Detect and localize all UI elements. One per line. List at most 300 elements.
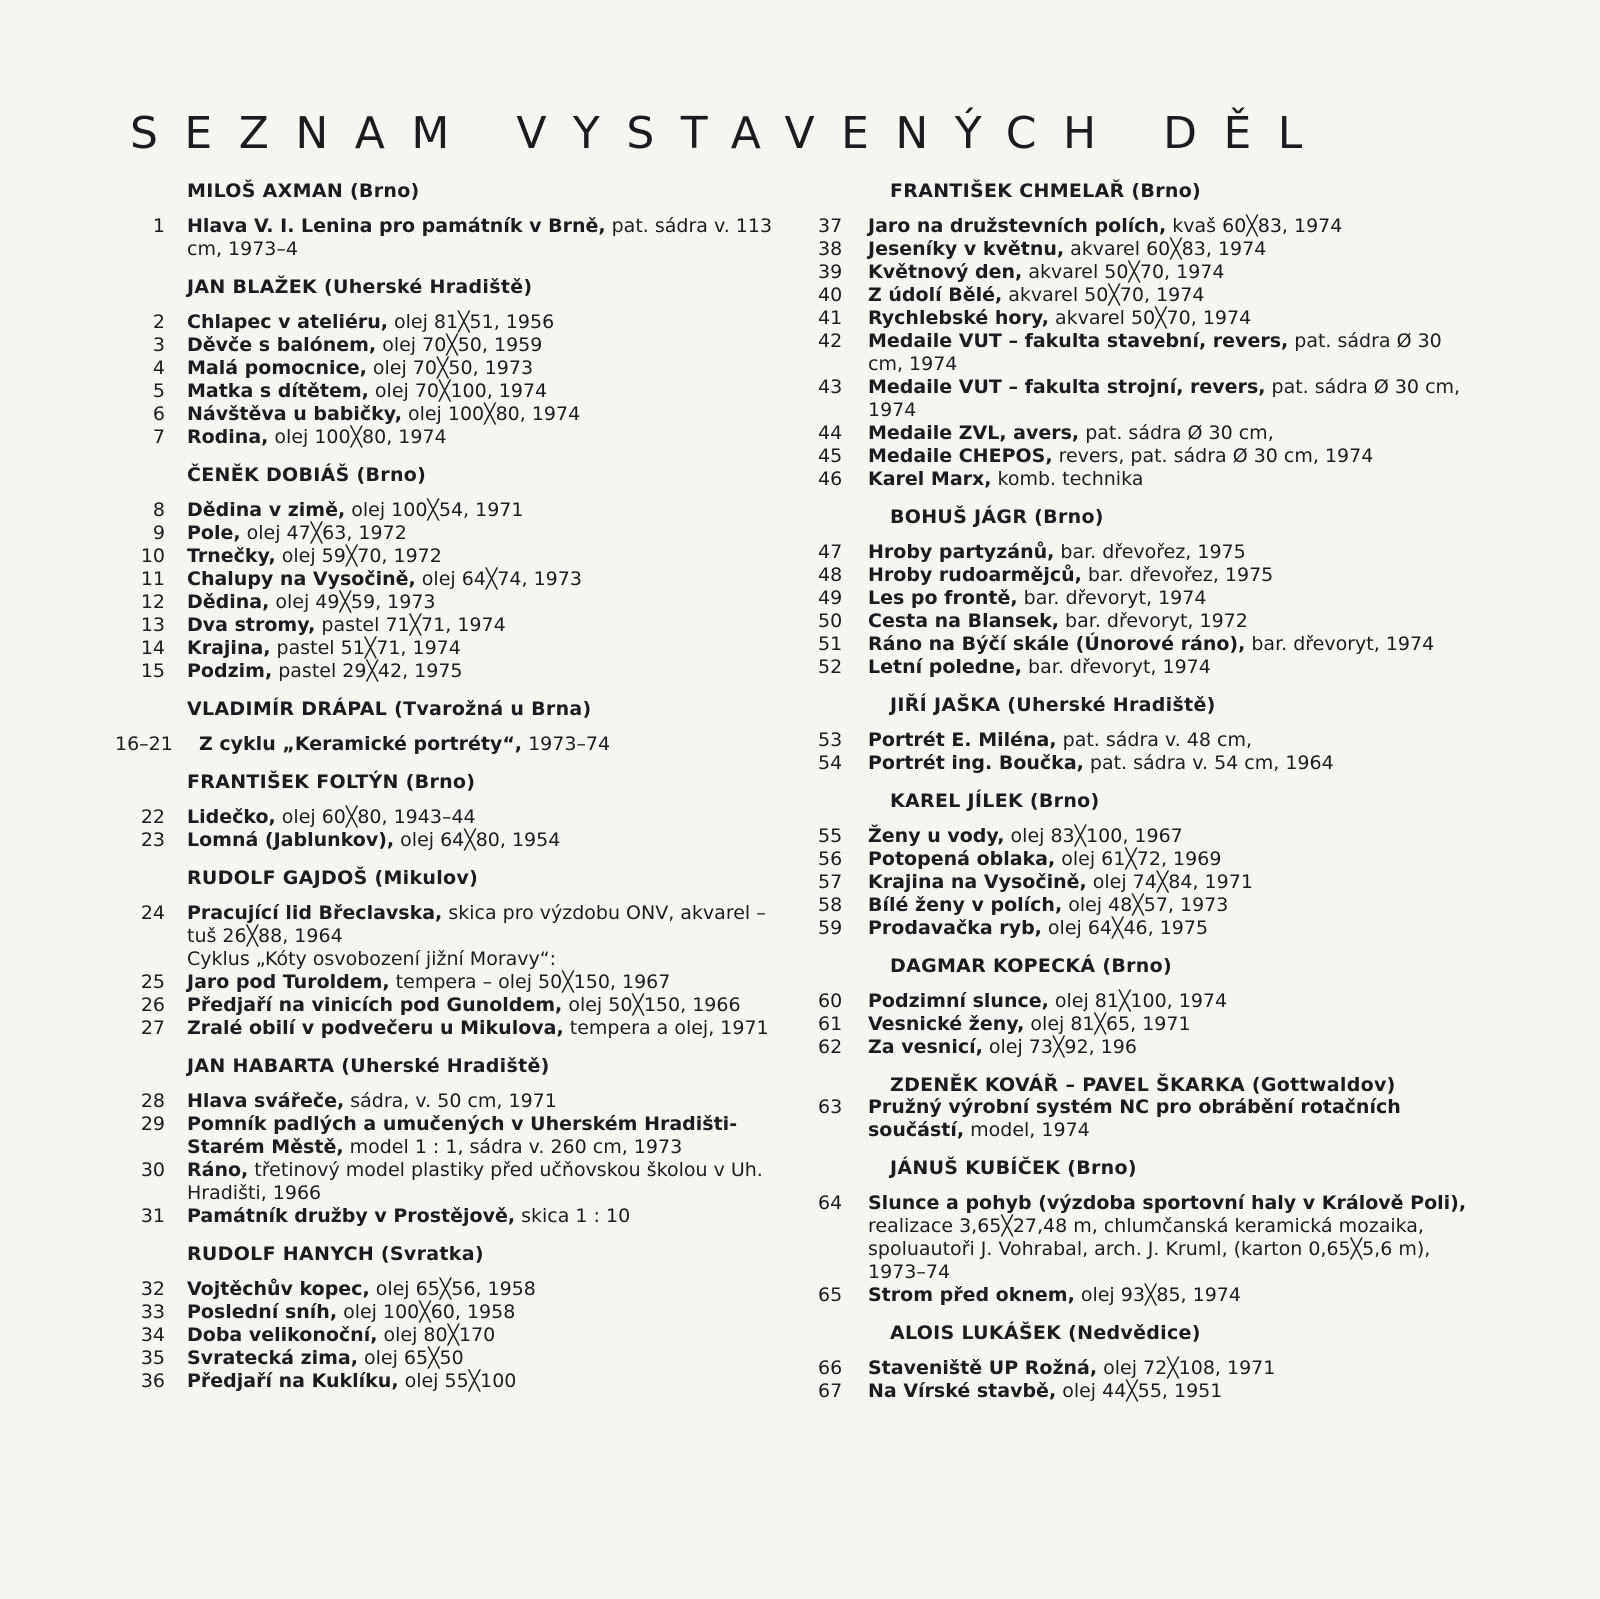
entry-number: 64: [818, 1192, 843, 1214]
work-title: Vojtěchův kopec,: [187, 1278, 370, 1300]
entry-text: [868, 1380, 1470, 1403]
artist-heading: JAN HABARTA (Uherské Hradiště): [187, 1055, 550, 1077]
catalog-entry: [137, 1370, 777, 1393]
catalog-entry: [137, 380, 777, 403]
entry-text: [868, 422, 1470, 445]
catalog-entry: [818, 1036, 1470, 1059]
work-details: olej 74╳84, 1971: [1086, 871, 1253, 893]
work-title: Medaile CHEPOS,: [868, 445, 1053, 467]
entry-text: [868, 1036, 1470, 1059]
catalog-entry: [137, 1090, 777, 1113]
work-title: Rodina,: [187, 426, 269, 448]
work-details: skica 1 : 10: [515, 1205, 631, 1227]
work-details: olej 81╳65, 1971: [1024, 1013, 1191, 1035]
work-title: Portrét ing. Boučka,: [868, 752, 1084, 774]
work-title: Krajina na Vysočině,: [868, 871, 1087, 893]
entry-text: [187, 311, 777, 334]
artist-section: [137, 1055, 777, 1228]
entry-number: 54: [818, 752, 843, 774]
entry-text: [868, 1096, 1470, 1142]
work-details: olej 70╳50, 1959: [376, 334, 543, 356]
entry-text: [868, 610, 1470, 633]
work-title: Děvče s balónem,: [187, 334, 377, 356]
work-details: bar. dřevoryt, 1972: [1059, 610, 1248, 632]
work-details: sádra, v. 50 cm, 1971: [344, 1090, 557, 1112]
entry-text: [868, 1284, 1470, 1307]
work-details: akvarel 50╳70, 1974: [1002, 284, 1205, 306]
entry-number: 51: [818, 633, 843, 655]
entry-number: 3: [152, 334, 165, 356]
catalog-entry: [818, 1284, 1470, 1307]
entry-number: 35: [140, 1347, 165, 1369]
work-title: Medaile ZVL, avers,: [868, 422, 1080, 444]
entry-number: 15: [140, 660, 165, 682]
artist-heading: BOHUŠ JÁGR (Brno): [890, 506, 1104, 528]
entry-number: 40: [818, 284, 843, 306]
work-title: Jeseníky v květnu,: [868, 238, 1065, 260]
entry-number: 47: [818, 541, 843, 563]
work-details: bar. dřevořez, 1975: [1054, 541, 1246, 563]
catalog-entry: [818, 990, 1470, 1013]
catalog-entry: [137, 637, 777, 660]
entry-number: 8: [152, 499, 165, 521]
artist-section: [137, 180, 777, 261]
artist-section: [818, 1157, 1470, 1307]
catalog-entry: [137, 971, 777, 994]
catalog-entry: [137, 311, 777, 334]
entry-number: 62: [818, 1036, 843, 1058]
entry-number: 43: [818, 376, 843, 398]
entry-text: [868, 445, 1470, 468]
work-title: Z údolí Bělé,: [868, 284, 1003, 306]
entry-text: [868, 729, 1470, 752]
entry-text: [187, 591, 777, 614]
work-details: olej 80╳170: [377, 1324, 496, 1346]
entry-number: 60: [818, 990, 843, 1012]
work-title: Podzim,: [187, 660, 273, 682]
entry-text: [868, 587, 1470, 610]
work-details: olej 81╳100, 1974: [1048, 990, 1228, 1012]
entry-number: 52: [818, 656, 843, 678]
entry-number: 49: [818, 587, 843, 609]
catalog-entry: [137, 334, 777, 357]
work-title: Lomná (Jablunkov),: [187, 829, 395, 851]
entry-number: 57: [818, 871, 843, 893]
artist-section: [818, 506, 1470, 679]
work-title: Dědina,: [187, 591, 270, 613]
right-column: [818, 180, 1470, 1418]
artist-heading: ZDENĚK KOVÁŘ – PAVEL ŠKARKA (Gottwaldov): [890, 1074, 1396, 1096]
entry-text: [868, 871, 1470, 894]
work-details: pastel 29╳42, 1975: [272, 660, 463, 682]
catalog-entry: [818, 422, 1470, 445]
work-title: Vesnické ženy,: [868, 1013, 1025, 1035]
artist-section: [818, 955, 1470, 1059]
catalog-entry: [137, 357, 777, 380]
artist-section: [137, 1243, 777, 1393]
entry-text: [868, 330, 1470, 376]
work-title: Předjaří na Kuklíku,: [187, 1370, 399, 1392]
work-details: tempera – olej 50╳150, 1967: [389, 971, 671, 993]
entry-number: 23: [140, 829, 165, 851]
work-details: olej 65╳50: [357, 1347, 464, 1369]
work-details: olej 60╳80, 1943–44: [275, 806, 476, 828]
artist-section: [115, 698, 777, 756]
entry-number: 42: [818, 330, 843, 352]
entry-text: [868, 468, 1470, 491]
entry-text: [187, 568, 777, 591]
entry-text: [187, 829, 777, 852]
entry-text: [187, 334, 777, 357]
work-title: Svratecká zima,: [187, 1347, 358, 1369]
work-title: Jaro na družstevních polích,: [868, 215, 1167, 237]
work-details: bar. dřevoryt, 1974: [1022, 656, 1211, 678]
work-title: Ráno,: [187, 1159, 249, 1181]
entry-number: 11: [140, 568, 165, 590]
entry-number: 46: [818, 468, 843, 490]
entry-text: [187, 1324, 777, 1347]
work-title: Les po frontě,: [868, 587, 1018, 609]
entry-number: 38: [818, 238, 843, 260]
artist-section: [137, 771, 777, 852]
entry-text: [187, 545, 777, 568]
work-details: pat. sádra Ø 30 cm, 1974: [868, 330, 1442, 375]
catalog-entry: [137, 426, 777, 449]
catalog-entry: [137, 1278, 777, 1301]
catalog-entry: [137, 1205, 777, 1228]
work-title: Bílé ženy v polích,: [868, 894, 1063, 916]
entry-text: [187, 403, 777, 426]
work-title: Matka s dítětem,: [187, 380, 369, 402]
work-details: olej 50╳150, 1966: [562, 994, 741, 1016]
work-details: pat. sádra Ø 30 cm, 1974: [868, 376, 1461, 421]
work-details: bar. dřevoryt, 1974: [1017, 587, 1207, 609]
catalog-entry: [137, 829, 777, 852]
work-title: Za vesnicí,: [868, 1036, 983, 1058]
entry-text: [187, 1301, 777, 1324]
work-details: Cyklus „Kóty osvobození jižní Moravy“:: [187, 948, 557, 970]
entry-text: [868, 1357, 1470, 1380]
work-title: Návštěva u babičky,: [187, 403, 402, 425]
catalog-entry: [818, 1096, 1470, 1142]
work-details: třetinový model plastiky před učňovskou školou v Uh. Hradišti, 1966: [187, 1159, 763, 1204]
work-details: pat. sádra Ø 30 cm,: [1079, 422, 1274, 444]
catalog-entry: [818, 825, 1470, 848]
entry-text: [187, 660, 777, 683]
entry-number: 27: [140, 1017, 165, 1039]
catalog-entry: [818, 917, 1470, 940]
work-title: Malá pomocnice,: [187, 357, 367, 379]
work-details: olej 44╳55, 1951: [1056, 1380, 1223, 1402]
catalog-entry: [137, 994, 777, 1017]
entry-text: [187, 426, 777, 449]
artist-heading: DAGMAR KOPECKÁ (Brno): [890, 955, 1172, 977]
work-details: akvarel 50╳70, 1974: [1048, 307, 1252, 329]
work-title: Zralé obilí v podvečeru u Mikulova,: [187, 1017, 564, 1039]
work-title: Poslední sníh,: [187, 1301, 338, 1323]
work-details: olej 64╳74, 1973: [415, 568, 582, 590]
work-title: Lidečko,: [187, 806, 276, 828]
work-title: Pomník padlých a umučených v Uherském Hradišti-Starém Městě,: [187, 1113, 738, 1158]
entry-text: [868, 1192, 1470, 1284]
work-title: Trnečky,: [187, 545, 276, 567]
entry-text: [187, 522, 777, 545]
work-details: olej 100╳60, 1958: [337, 1301, 516, 1323]
catalog-entry: [115, 733, 777, 756]
entry-text: [199, 733, 777, 756]
work-title: Hroby rudoarmějců,: [868, 564, 1082, 586]
work-title: Doba velikonoční,: [187, 1324, 378, 1346]
artist-heading: JIŘÍ JAŠKA (Uherské Hradiště): [890, 694, 1216, 716]
catalog-entry: [818, 238, 1470, 261]
entry-text: [868, 238, 1470, 261]
entry-text: [868, 894, 1470, 917]
entry-text: [187, 1347, 777, 1370]
work-title: Dva stromy,: [187, 614, 316, 636]
work-details: pat. sádra v. 113 cm, 1973–4: [187, 215, 773, 260]
entry-text: [187, 971, 777, 994]
entry-text: [868, 564, 1470, 587]
entry-number: 6: [152, 403, 165, 425]
work-title: Cesta na Blansek,: [868, 610, 1060, 632]
artist-section: [818, 180, 1470, 491]
catalog-entry: [818, 564, 1470, 587]
entry-number: 65: [818, 1284, 843, 1306]
entry-text: [868, 307, 1470, 330]
work-title: Hroby partyzánů,: [868, 541, 1055, 563]
work-details: skica pro výzdobu ONV, akvarel – tuš 26╳88, 1964: [187, 902, 766, 947]
work-details: model 1 : 1, sádra v. 260 cm, 1973: [343, 1136, 683, 1158]
work-details: olej 93╳85, 1974: [1074, 1284, 1241, 1306]
work-title: Medaile VUT – fakulta strojní, revers,: [868, 376, 1266, 398]
work-title: Chlapec v ateliéru,: [187, 311, 388, 333]
entry-text: [868, 1013, 1470, 1036]
catalog-entry: [137, 1113, 777, 1159]
artist-heading: FRANTIŠEK CHMELAŘ (Brno): [890, 180, 1202, 202]
entry-number: 32: [140, 1278, 165, 1300]
work-details: akvarel 50╳70, 1974: [1022, 261, 1225, 283]
work-title: Ženy u vody,: [868, 825, 1005, 847]
entry-number: 34: [140, 1324, 165, 1346]
entry-number: 53: [818, 729, 843, 751]
entry-number: 13: [140, 614, 165, 636]
artist-section: [818, 1322, 1470, 1403]
entry-text: [868, 917, 1470, 940]
entry-number: 16–21: [115, 733, 173, 755]
catalog-entry: [137, 1301, 777, 1324]
entry-text: [187, 948, 777, 971]
entry-number: 58: [818, 894, 843, 916]
entry-number: 30: [140, 1159, 165, 1181]
catalog-entry: [137, 902, 777, 948]
artist-heading: FRANTIŠEK FOLTÝN (Brno): [187, 771, 476, 793]
work-title: Medaile VUT – fakulta stavební, revers,: [868, 330, 1289, 352]
work-details: olej 70╳100, 1974: [368, 380, 548, 402]
entry-number: 48: [818, 564, 843, 586]
work-details: olej 59╳70, 1972: [275, 545, 442, 567]
entry-number: 2: [152, 311, 165, 333]
catalog-entry: [818, 1192, 1470, 1284]
work-title: Potopená oblaka,: [868, 848, 1056, 870]
entry-number: 5: [152, 380, 165, 402]
catalog-entry: [137, 403, 777, 426]
artist-section: [137, 867, 777, 1040]
entry-number: 29: [140, 1113, 165, 1135]
entry-number: 31: [140, 1205, 165, 1227]
entry-text: [187, 1278, 777, 1301]
work-title: Květnový den,: [868, 261, 1023, 283]
catalog-entry: [818, 633, 1470, 656]
entry-text: [868, 825, 1470, 848]
catalog-entry: [137, 948, 777, 971]
catalog-entry: [818, 261, 1470, 284]
entry-number: 56: [818, 848, 843, 870]
work-details: olej 72╳108, 1971: [1097, 1357, 1276, 1379]
work-title: Slunce a pohyb (výzdoba sportovní haly v Králově Poli),: [868, 1192, 1467, 1214]
work-title: Prodavačka ryb,: [868, 917, 1042, 939]
left-column: [115, 180, 777, 1408]
entry-number: 67: [818, 1380, 843, 1402]
work-title: Portrét E. Miléna,: [868, 729, 1057, 751]
work-title: Chalupy na Vysočině,: [187, 568, 416, 590]
work-details: olej 65╳56, 1958: [369, 1278, 536, 1300]
catalog-entry: [137, 1017, 777, 1040]
entry-number: 41: [818, 307, 843, 329]
entry-text: [868, 656, 1470, 679]
entry-text: [868, 990, 1470, 1013]
entry-number: 26: [140, 994, 165, 1016]
work-title: Rychlebské hory,: [868, 307, 1049, 329]
artist-heading: VLADIMÍR DRÁPAL (Tvarožná u Brna): [187, 698, 592, 720]
work-title: Jaro pod Turoldem,: [187, 971, 390, 993]
artist-section: [818, 694, 1470, 775]
entry-text: [187, 1017, 777, 1040]
entry-number: 61: [818, 1013, 843, 1035]
entry-text: [187, 1113, 777, 1159]
work-title: Karel Marx,: [868, 468, 992, 490]
catalog-entry: [137, 614, 777, 637]
entry-number: 63: [818, 1096, 843, 1118]
work-details: bar. dřevořez, 1975: [1081, 564, 1274, 586]
entry-number: 9: [152, 522, 165, 544]
entry-number: 37: [818, 215, 843, 237]
work-title: Pružný výrobní systém NC pro obrábění rotačních součástí,: [868, 1096, 1401, 1141]
work-title: Letní poledne,: [868, 656, 1023, 678]
artist-section: [137, 276, 777, 449]
catalog-entry: [137, 545, 777, 568]
catalog-entry: [137, 660, 777, 683]
entry-number: 22: [140, 806, 165, 828]
work-details: olej 64╳80, 1954: [394, 829, 561, 851]
page-title: SEZNAM VYSTAVENÝCH DĚL: [130, 108, 1329, 159]
work-title: Předjaří na vinicích pod Gunoldem,: [187, 994, 563, 1016]
work-details: olej 47╳63, 1972: [240, 522, 407, 544]
entry-number: 1: [152, 215, 165, 237]
entry-text: [187, 614, 777, 637]
entry-number: 25: [140, 971, 165, 993]
entry-text: [868, 215, 1470, 238]
work-details: olej 48╳57, 1973: [1062, 894, 1229, 916]
catalog-entry: [137, 806, 777, 829]
catalog-entry: [818, 284, 1470, 307]
work-details: 1973–74: [522, 733, 611, 755]
catalog-entry: [137, 1159, 777, 1205]
entry-text: [868, 261, 1470, 284]
catalog-entry: [137, 568, 777, 591]
work-title: Pracující lid Břeclavska,: [187, 902, 443, 924]
artist-heading: JAN BLAŽEK (Uherské Hradiště): [187, 276, 533, 298]
catalog-entry: [818, 871, 1470, 894]
work-title: Z cyklu „Keramické portréty“,: [199, 733, 523, 755]
work-details: pat. sádra v. 54 cm, 1964: [1083, 752, 1334, 774]
entry-text: [187, 499, 777, 522]
artist-heading: JÁNUŠ KUBÍČEK (Brno): [890, 1157, 1137, 1179]
entry-number: 4: [152, 357, 165, 379]
entry-number: 59: [818, 917, 843, 939]
work-details: olej 73╳92, 196: [982, 1036, 1137, 1058]
work-details: olej 55╳100: [398, 1370, 517, 1392]
entry-text: [868, 284, 1470, 307]
work-title: Na Vírské stavbě,: [868, 1380, 1057, 1402]
catalog-entry: [137, 1324, 777, 1347]
work-details: olej 100╳54, 1971: [345, 499, 524, 521]
catalog-entry: [137, 522, 777, 545]
catalog-entry: [137, 591, 777, 614]
entry-number: 44: [818, 422, 843, 444]
work-details: tempera a olej, 1971: [563, 1017, 769, 1039]
catalog-entry: [818, 445, 1470, 468]
catalog-entry: [818, 330, 1470, 376]
catalog-entry: [818, 307, 1470, 330]
work-title: Krajina,: [187, 637, 271, 659]
catalog-entry: [818, 610, 1470, 633]
artist-heading: RUDOLF GAJDOŠ (Mikulov): [187, 867, 479, 889]
entry-text: [868, 633, 1470, 656]
entry-text: [187, 994, 777, 1017]
catalog-entry: [818, 468, 1470, 491]
work-details: bar. dřevoryt, 1974: [1245, 633, 1435, 655]
work-title: Dědina v zimě,: [187, 499, 346, 521]
work-details: olej 70╳50, 1973: [366, 357, 534, 379]
artist-heading: KAREL JÍLEK (Brno): [890, 790, 1100, 812]
artist-heading: MILOŠ AXMAN (Brno): [187, 180, 420, 202]
catalog-entry: [818, 656, 1470, 679]
entry-number: 24: [140, 902, 165, 924]
entry-text: [187, 806, 777, 829]
work-title: Pole,: [187, 522, 241, 544]
work-details: olej 61╳72, 1969: [1055, 848, 1222, 870]
entry-number: 50: [818, 610, 843, 632]
entry-number: 10: [140, 545, 165, 567]
entry-number: 45: [818, 445, 843, 467]
entry-text: [868, 376, 1470, 422]
work-details: pat. sádra v. 48 cm,: [1056, 729, 1253, 751]
work-details: pastel 71╳71, 1974: [315, 614, 506, 636]
catalog-entry: [137, 215, 777, 261]
entry-text: [187, 902, 777, 948]
entry-number: 28: [140, 1090, 165, 1112]
work-details: olej 100╳80, 1974: [268, 426, 447, 448]
work-details: realizace 3,65╳27,48 m, chlumčanská keramická mozaika, spoluautoři J. Vohrabal, arch. J. Kruml, (karton 0,65╳5,6 m), 1973–74: [868, 1215, 1431, 1283]
artist-heading: ALOIS LUKÁŠEK (Nedvědice): [890, 1322, 1201, 1344]
entry-number: 12: [140, 591, 165, 613]
entry-text: [187, 215, 777, 261]
catalog-entry: [818, 894, 1470, 917]
artist-heading: RUDOLF HANYCH (Svratka): [187, 1243, 484, 1265]
entry-text: [187, 1090, 777, 1113]
work-title: Hlava V. I. Lenina pro památník v Brně,: [187, 215, 606, 237]
entry-number: 7: [152, 426, 165, 448]
